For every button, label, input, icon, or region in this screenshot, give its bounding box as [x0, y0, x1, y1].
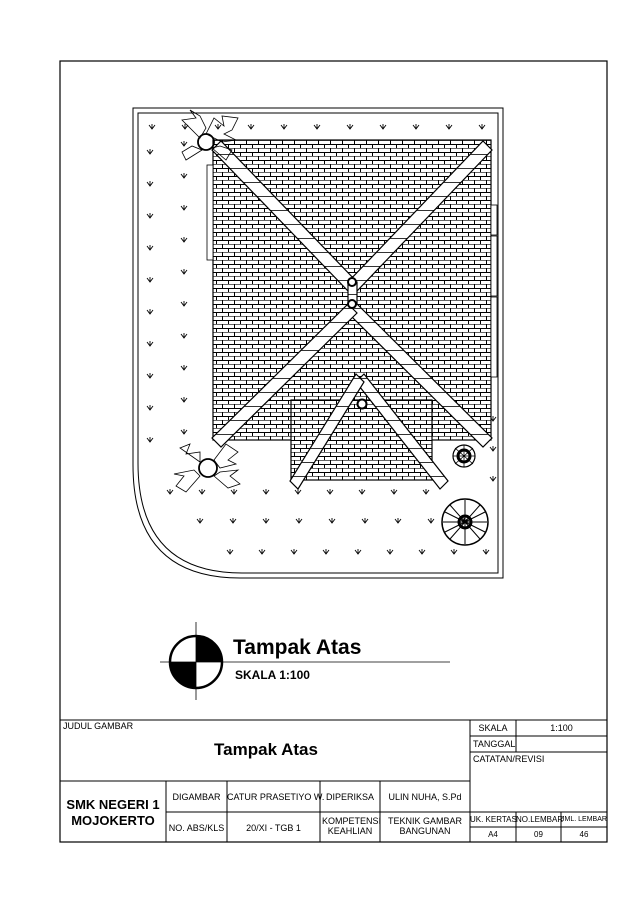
uk-kertas-label: UK. KERTAS [470, 815, 517, 824]
skala-value: 1:100 [550, 723, 573, 733]
skala-label: SKALA [478, 723, 508, 733]
no-abs-kls-value: 20/XI - TGB 1 [246, 823, 301, 833]
jml-lembar-value: 46 [579, 830, 589, 839]
shrub-symbol-small [453, 445, 475, 467]
catatan-revisi-label: CATATAN/REVISI [473, 754, 545, 764]
kompetensi-keahlian-label: KOMPETENSI KEAHLIAN [322, 816, 382, 836]
roof-plan [207, 140, 497, 489]
no-lembar-label: NO.LEMBAR [516, 815, 564, 824]
judul-gambar-value: Tampak Atas [214, 740, 318, 759]
no-abs-kls-label: NO. ABS/KLS [168, 823, 225, 833]
judul-gambar-label: JUDUL GAMBAR [63, 721, 134, 731]
north-arrow-symbol [160, 622, 450, 700]
digambar-label: DIGAMBAR [172, 792, 221, 802]
tree-symbol-bottom-left [174, 444, 240, 492]
jml-lembar-label: JML. LEMBAR [561, 816, 607, 823]
kompetensi-keahlian-value: TEKNIK GAMBAR BANGUNAN [387, 816, 462, 836]
uk-kertas-value: A4 [488, 830, 498, 839]
drawing-scale: SKALA 1:100 [235, 668, 310, 682]
school-name-line1: SMK NEGERI 1 [66, 797, 160, 812]
tanggal-label: TANGGAL [473, 739, 516, 749]
diperiksa-value: ULIN NUHA, S.Pd [388, 792, 462, 802]
shrub-symbol-large [442, 499, 488, 545]
no-lembar-value: 09 [534, 830, 543, 839]
diperiksa-label: DIPERIKSA [325, 792, 374, 802]
digambar-value: CATUR PRASETIYO W. [227, 792, 325, 802]
drawing-title: Tampak Atas [233, 636, 362, 659]
school-name-line2: MOJOKERTO [71, 813, 155, 828]
